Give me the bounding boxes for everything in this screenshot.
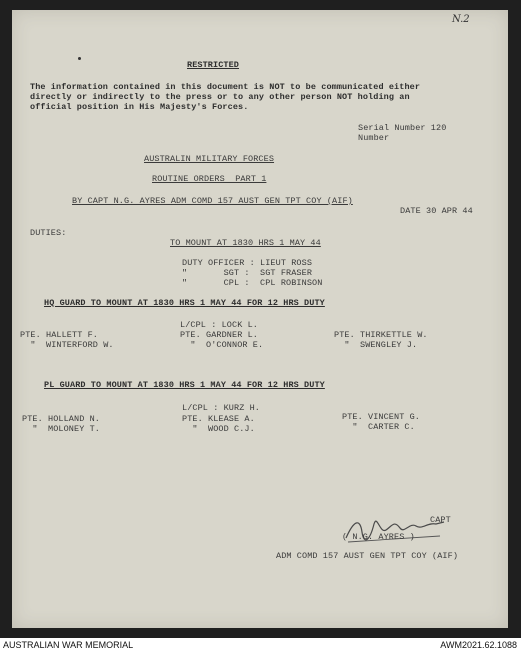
force-heading: AUSTRALIN MILITARY FORCES: [144, 154, 275, 164]
archive-accession: AWM2021.62.1088: [440, 640, 517, 650]
archive-footer: [0, 638, 521, 653]
hq-guard-col2-a: PTE. GARDNER L.: [180, 330, 259, 340]
hq-guard-lcpl: L/CPL : LOCK L.: [180, 320, 259, 330]
duty-officer: DUTY OFFICER : LIEUT ROSS: [182, 258, 313, 268]
hq-guard-heading: HQ GUARD TO MOUNT AT 1830 HRS 1 MAY 44 FOR 12 HRS DUTY: [44, 298, 325, 308]
hq-guard-col1-b: " WINTERFORD W.: [20, 340, 114, 350]
hq-guard-col3-b: " SWENGLEY J.: [334, 340, 418, 350]
pl-guard-col2-a: PTE. KLEASE A.: [182, 414, 255, 424]
hq-guard-col1-a: PTE. HALLETT F.: [20, 330, 99, 340]
notice-line-1: The information contained in this document is NOT to be communicated either: [30, 82, 421, 92]
serial-number-label: Number: [358, 133, 390, 143]
duties-label: DUTIES:: [30, 228, 67, 238]
pl-guard-col2-b: " WOOD C.J.: [182, 424, 255, 434]
archive-name: AUSTRALIAN WAR MEMORIAL: [3, 640, 134, 650]
mount-heading: TO MOUNT AT 1830 HRS 1 MAY 44: [170, 238, 321, 248]
notice-line-2: directly or indirectly to the press or to any other person NOT holding an: [30, 92, 410, 102]
signatory-name: ( N.G. AYRES ): [342, 532, 415, 542]
pl-guard-col3-b: " CARTER C.: [342, 422, 415, 432]
restricted-heading: RESTRICTED: [187, 60, 240, 70]
punch-hole: [78, 57, 81, 60]
order-date: DATE 30 APR 44: [400, 206, 473, 216]
pl-guard-col1-b: " MOLONEY T.: [22, 424, 101, 434]
pl-guard-heading: PL GUARD TO MOUNT AT 1830 HRS 1 MAY 44 FOR 12 HRS DUTY: [44, 380, 325, 390]
pl-guard-col1-a: PTE. HOLLAND N.: [22, 414, 101, 424]
pl-guard-lcpl: L/CPL : KURZ H.: [182, 403, 261, 413]
pl-guard-col3-a: PTE. VINCENT G.: [342, 412, 421, 422]
duty-cpl: " CPL : CPL ROBINSON: [182, 278, 323, 288]
signatory-title: ADM COMD 157 AUST GEN TPT COY (AIF): [276, 551, 459, 561]
page-reference: N.2: [452, 14, 470, 25]
serial-number: Serial Number 120: [358, 123, 447, 133]
duty-sgt: " SGT : SGT FRASER: [182, 268, 313, 278]
document-page: [12, 10, 508, 628]
signatory-rank: CAPT: [430, 515, 451, 525]
hq-guard-col2-b: " O'CONNOR E.: [180, 340, 264, 350]
hq-guard-col3-a: PTE. THIRKETTLE W.: [334, 330, 428, 340]
orders-heading: ROUTINE ORDERS PART 1: [152, 174, 267, 184]
notice-line-3: official position in His Majesty's Forces.: [30, 102, 249, 112]
issued-by: BY CAPT N.G. AYRES ADM COMD 157 AUST GEN TPT COY (AIF): [72, 196, 353, 206]
